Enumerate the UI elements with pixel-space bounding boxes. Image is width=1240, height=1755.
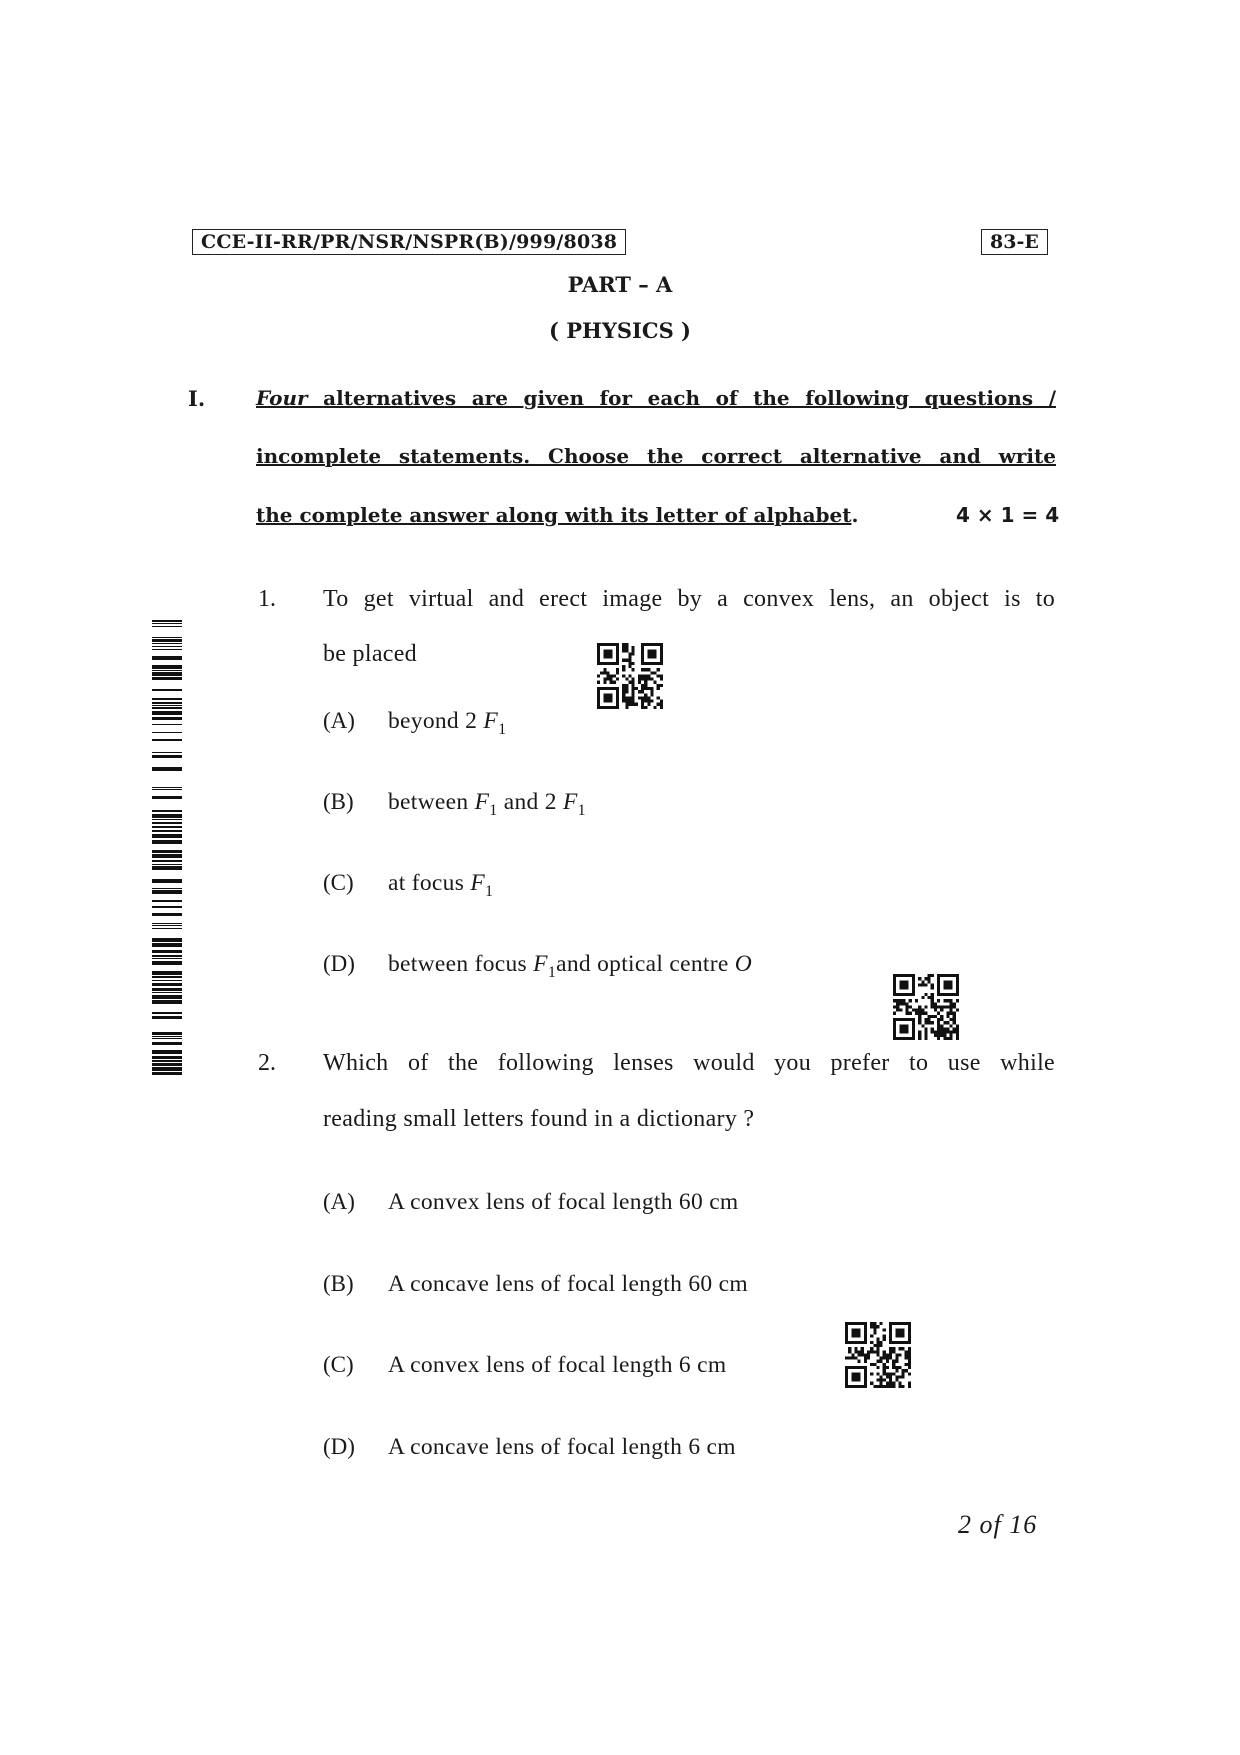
- instruction-emphasis: Four: [256, 386, 308, 410]
- option-text: beyond 2 $F_1$: [388, 708, 507, 738]
- question-text-line-2: be placed: [323, 641, 417, 667]
- instruction-line-2: incomplete statements. Choose the correct alternative and write: [256, 444, 1056, 468]
- qr-code-icon: [843, 1322, 913, 1388]
- instruction-line-3: the complete answer along with its letter of alphabet.: [256, 503, 859, 527]
- option-text: A concave lens of focal length 60 cm: [388, 1271, 748, 1297]
- option-text: A convex lens of focal length 60 cm: [388, 1189, 739, 1215]
- part-subtitle: ( PHYSICS ): [549, 318, 691, 343]
- option-text: A concave lens of focal length 6 cm: [388, 1434, 736, 1460]
- option-letter: (A): [323, 708, 355, 733]
- question-text-line-1: To get virtual and erect image by a convex lens, an object is to: [323, 586, 1055, 612]
- section-marks: 4 × 1 = 4: [956, 503, 1060, 527]
- qr-code-icon: [595, 643, 665, 709]
- option-letter: (B): [323, 1271, 354, 1296]
- qr-code-icon: [891, 974, 961, 1040]
- question-text-line-1: Which of the following lenses would you prefer to use while: [323, 1050, 1055, 1076]
- option-text: between focus $F_1and$ optical centre O: [388, 951, 753, 981]
- page-number: 2 of 16: [958, 1510, 1038, 1539]
- option-letter: (D): [323, 1434, 355, 1459]
- question-text-line-2: reading small letters found in a dictionary ?: [323, 1106, 755, 1132]
- option-text: at focus $F_1$: [388, 870, 494, 900]
- option-text: A convex lens of focal length 6 cm: [388, 1352, 727, 1378]
- barcode-icon: [152, 620, 182, 1080]
- option-letter: (A): [323, 1189, 355, 1214]
- option-text: between $F_1$ and 2 $F_1$: [388, 789, 586, 819]
- option-letter: (C): [323, 1352, 354, 1377]
- subject-code: 83-E: [981, 229, 1048, 255]
- instruction-line-1: Four alternatives are given for each of the following questions /: [256, 386, 1057, 410]
- paper-code: CCE-II-RR/PR/NSR/NSPR(B)/999/8038: [192, 229, 626, 255]
- section-number: I.: [188, 386, 206, 411]
- option-letter: (D): [323, 951, 355, 976]
- question-number: 2.: [258, 1050, 276, 1076]
- question-number: 1.: [258, 586, 276, 612]
- part-title: PART – A: [567, 272, 673, 297]
- option-letter: (B): [323, 789, 354, 814]
- option-letter: (C): [323, 870, 354, 895]
